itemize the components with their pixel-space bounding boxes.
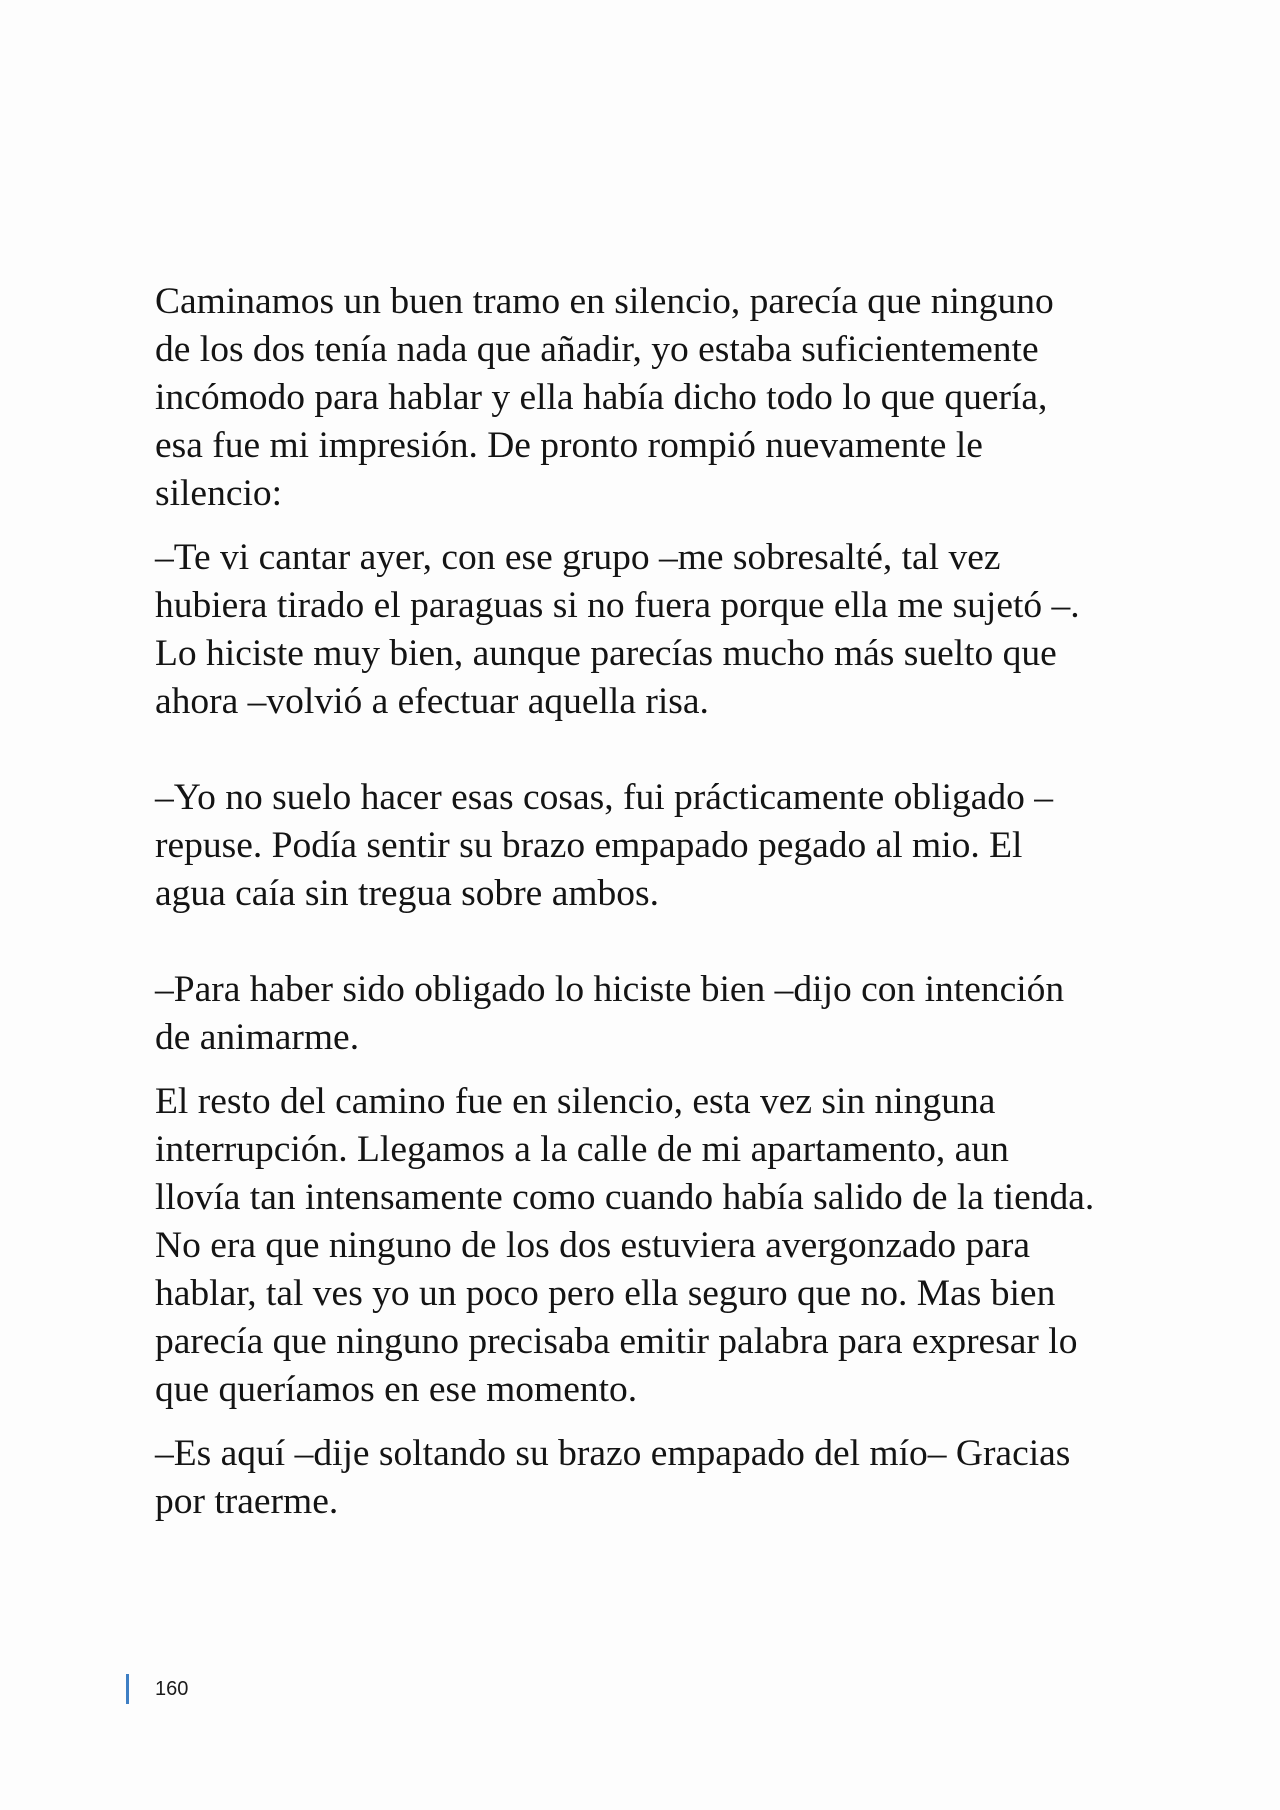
text-line: de los dos tenía nada que añadir, yo estaba suficientemente — [155, 329, 1039, 370]
text-line: repuse. Podía sentir su brazo empapado pegado al mio. El — [155, 825, 1023, 866]
text-line: agua caía sin tregua sobre ambos. — [155, 873, 659, 914]
text-line: Caminamos un buen tramo en silencio, parecía que ninguno — [155, 281, 1054, 322]
text-line: de animarme. — [155, 1017, 360, 1058]
page-number: 160 — [155, 1677, 189, 1700]
paragraph — [155, 966, 1145, 1062]
text-line: –Te vi cantar ayer, con ese grupo –me sobresalté, tal vez — [155, 537, 1001, 578]
page-body — [155, 278, 1145, 1526]
text-line: parecía que ninguno precisaba emitir palabra para expresar lo — [155, 1321, 1078, 1362]
text-line: silencio: — [155, 473, 283, 514]
text-line: El resto del camino fue en silencio, esta vez sin ninguna — [155, 1081, 996, 1122]
paragraph — [155, 1078, 1145, 1414]
page-footer — [126, 1674, 188, 1704]
text-line: No era que ninguno de los dos estuviera avergonzado para — [155, 1225, 1031, 1266]
text-line: hubiera tirado el paraguas si no fuera porque ella me sujetó –. — [155, 585, 1080, 626]
paragraph — [155, 278, 1145, 518]
paragraph — [155, 1430, 1145, 1526]
text-line: –Yo no suelo hacer esas cosas, fui prácticamente obligado – — [155, 777, 1054, 818]
text-line: incómodo para hablar y ella había dicho todo lo que quería, — [155, 377, 1048, 418]
text-line: ahora –volvió a efectuar aquella risa. — [155, 681, 709, 722]
paragraph — [155, 534, 1145, 726]
text-line: Lo hiciste muy bien, aunque parecías mucho más suelto que — [155, 633, 1057, 674]
text-line: –Es aquí –dije soltando su brazo empapado del mío– Gracias — [155, 1433, 1071, 1474]
text-line: que queríamos en ese momento. — [155, 1369, 638, 1410]
text-line: –Para haber sido obligado lo hiciste bien –dijo con intención — [155, 969, 1065, 1010]
text-line: llovía tan intensamente como cuando había salido de la tienda. — [155, 1177, 1095, 1218]
text-line: interrupción. Llegamos a la calle de mi apartamento, aun — [155, 1129, 1009, 1170]
footer-rule — [126, 1674, 129, 1704]
paragraph — [155, 774, 1145, 918]
text-line: hablar, tal ves yo un poco pero ella seguro que no. Mas bien — [155, 1273, 1056, 1314]
text-line: esa fue mi impresión. De pronto rompió nuevamente le — [155, 425, 983, 466]
text-line: por traerme. — [155, 1481, 339, 1522]
